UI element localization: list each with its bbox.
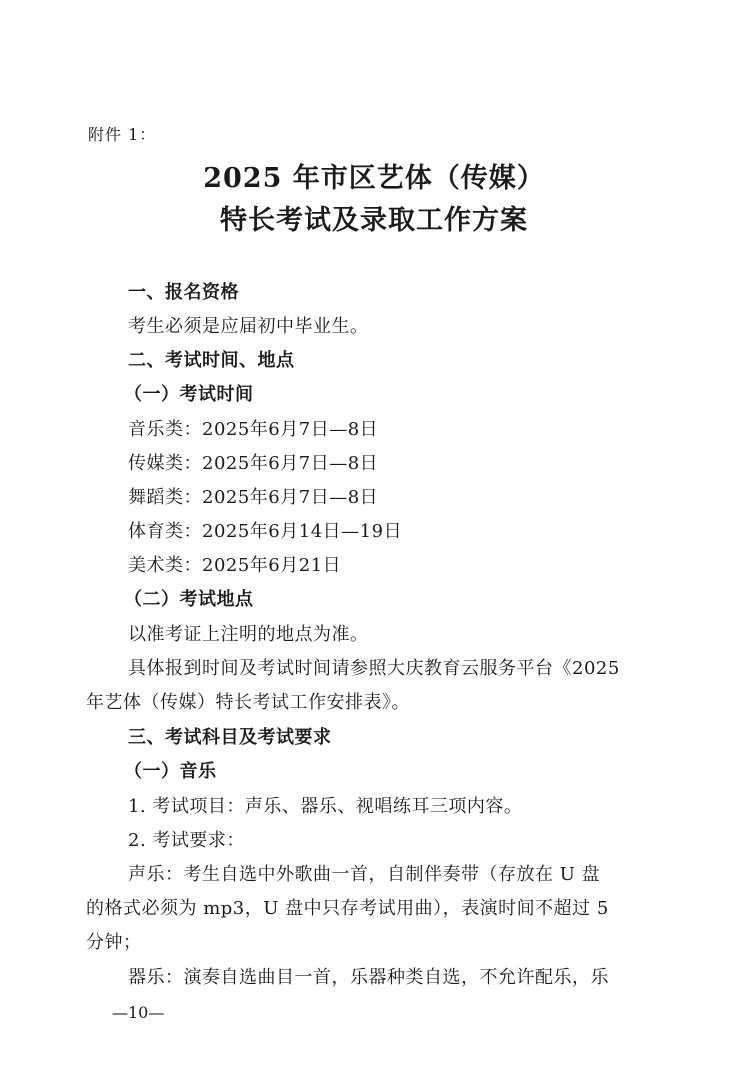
list-item-exam-items: 1. 考试项目：声乐、器乐、视唱练耳三项内容。 xyxy=(128,796,523,817)
paragraph-vocal-line-1: 声乐：考生自选中外歌曲一首，自制伴奏带（存放在 U 盘 xyxy=(128,864,601,885)
schedule-art: 美术类：2025年6月21日 xyxy=(128,555,342,576)
attachment-label: 附件 1： xyxy=(88,125,157,144)
paragraph-instrument-line-1: 器乐：演奏自选曲目一首，乐器种类自选，不允许配乐，乐 xyxy=(128,967,609,988)
paragraph-detail-line-1: 具体报到时间及考试时间请参照大庆教育云服务平台《2025 xyxy=(128,658,620,679)
page-number: —10— xyxy=(112,1003,165,1022)
schedule-dance: 舞蹈类：2025年6月7日—8日 xyxy=(128,487,379,508)
list-item-exam-requirements: 2. 考试要求： xyxy=(128,830,245,851)
subheading-exam-time: （一）考试时间 xyxy=(124,384,254,405)
schedule-music: 音乐类：2025年6月7日—8日 xyxy=(128,419,379,440)
section-heading-eligibility: 一、报名资格 xyxy=(128,282,239,303)
document-title-line-1: 2025 年市区艺体（传媒） xyxy=(203,163,545,194)
paragraph-detail-line-2: 年艺体（传媒）特长考试工作安排表》。 xyxy=(86,692,410,713)
subheading-music: （一）音乐 xyxy=(124,761,217,782)
paragraph-location: 以准考证上注明的地点为准。 xyxy=(128,624,369,645)
subheading-exam-location: （二）考试地点 xyxy=(124,589,254,610)
document-title-line-2: 特长考试及录取工作方案 xyxy=(220,205,528,236)
paragraph-vocal-line-3: 分钟； xyxy=(86,932,142,953)
section-heading-time-location: 二、考试时间、地点 xyxy=(128,350,295,371)
section-heading-subjects: 三、考试科目及考试要求 xyxy=(128,727,332,748)
paragraph-vocal-line-2: 的格式必须为 mp3，U 盘中只存考试用曲），表演时间不超过 5 xyxy=(86,898,609,919)
paragraph-eligibility: 考生必须是应届初中毕业生。 xyxy=(128,316,369,337)
schedule-media: 传媒类：2025年6月7日—8日 xyxy=(128,453,379,474)
schedule-sport: 体育类：2025年6月14日—19日 xyxy=(128,521,403,542)
